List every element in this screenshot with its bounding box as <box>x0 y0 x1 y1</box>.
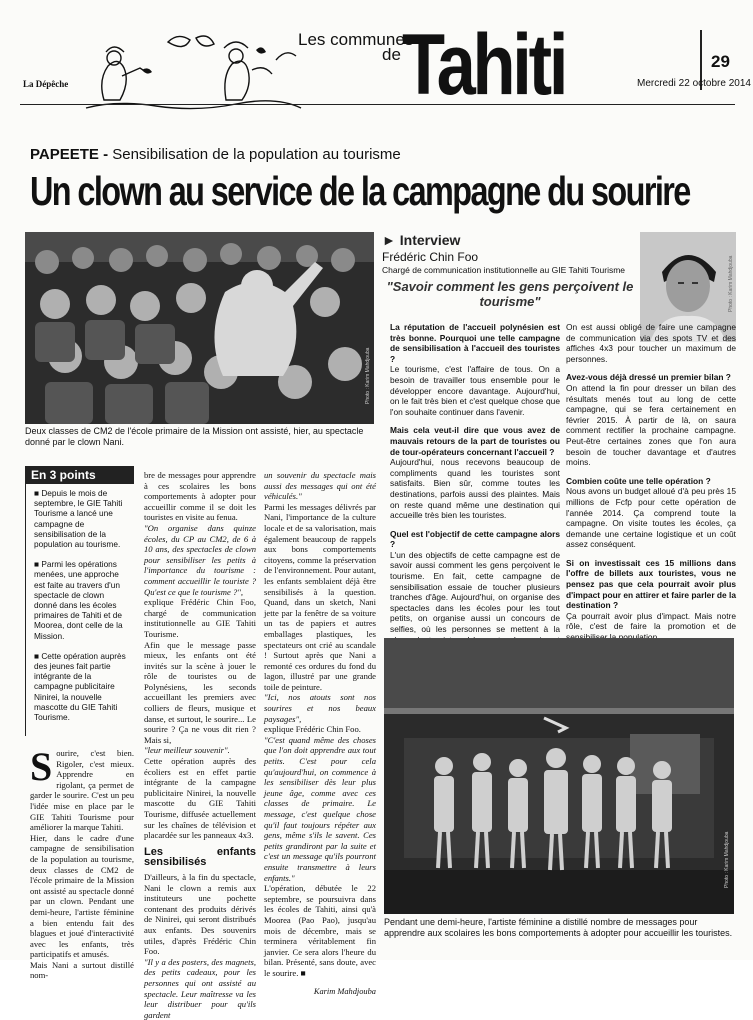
interview-question: Mais cela veut-il dire que vous avez de mauvais retours de la part de touristes ou de tour-opérateurs concernant l'accueil ? <box>390 425 560 457</box>
author-signature: Karim Mahdjouba <box>313 986 376 996</box>
article-quote: "leur meilleur souvenir". <box>144 745 230 756</box>
interview-question: Avez-vous déjà dressé un premier bilan ? <box>566 372 731 383</box>
article-col-1 <box>30 744 134 981</box>
article-paragraph: Hier, dans le cadre d'une campagne de sensibilisation de la population au tourisme, deux classes de CM2 de l'école primaire de la Mission ont assisté au spectacle donné par un clown. Pendant une demi-heure, l'artiste féminine a bien entendu fait des blagues et joué d'interactivité avec les enfants, très participatifs et amusés. <box>30 832 134 960</box>
portrait-credit: Photo : Karim Mahdjouba <box>728 255 734 312</box>
article-paragraph: explique Frédéric Chin Foo, chargé de communication institutionnelle au GIE Tahiti Tourisme. <box>144 597 256 639</box>
interview-header <box>382 232 638 309</box>
page-number: 29 <box>711 52 730 71</box>
key-points-body <box>25 484 134 736</box>
article-paragraph: bre de messages pour apprendre à ces scolaires les bons comportements à adopter pour accueillir comme il se doit les touristes en visite au fenua. <box>144 470 256 523</box>
interview-answer: On est aussi obligé de faire une campagne de communication via des spots TV et des affiches 4x3 pour toucher un maximum de personnes. <box>566 322 736 364</box>
article-col-3 <box>264 470 376 997</box>
interview-answer: Nous avons un budget alloué d'à peu près 15 millions de Fcfp pour cette opération de l'année 2014. Ça comprend toute la campagne. On visite toutes les écoles, ça demande une certaine logistique et un coût assez conséquent. <box>566 486 736 550</box>
article-quote: un souvenir du spectacle mais aussi des messages qui ont été véhiculés." <box>264 470 376 502</box>
interviewee-role: Chargé de communication institutionnelle au GIE Tahiti Tourisme <box>382 265 626 275</box>
article-quote: "On organise dans quinze écoles, du CP au CM2, de 6 à 10 ans, des spectacles de clown pour sensibiliser les petits à l'importance du tourisme : comment accueillir le touriste ? Qu'est ce que le tourisme ?", <box>144 522 256 597</box>
kicker-place: PAPEETE - <box>30 146 109 163</box>
kicker <box>30 146 401 163</box>
interview-answer: Aujourd'hui, nous recevons beaucoup de compliments quand les touristes sont satisfaits. Bien sûr, comme toutes les destinations, parfois aussi des plaintes. Mais on reste quand même une destination qui accueille très bien les touristes. <box>390 457 560 521</box>
drop-cap: S <box>30 744 53 789</box>
article-paragraph: Afin que le message passe mieux, les enfants ont été invités sur la scène à jouer le rôle de touristes ou de Polynésiens, les seconds accueillant les premiers avec colliers de fleurs, musique et danse, et surtout, le sourire... Le sourire ? Ça ne vous dit rien ? Mais si, <box>144 639 256 745</box>
interview-question: Combien coûte une telle opération ? <box>566 475 711 486</box>
section-title: Tahiti <box>402 17 566 113</box>
interview-answer: Ça pourrait avoir plus d'impact. Mais notre rôle, c'est de faire la promotion et de <box>566 610 736 632</box>
photo1-caption: Deux classes de CM2 de l'école primaire de la Mission ont assisté, hier, au spectacle donné par le clown Nani. <box>25 426 364 447</box>
article-paragraph: explique Frédéric Chin Foo. <box>264 724 361 735</box>
photo2-credit: Photo : Karim Mahdjouba <box>724 831 730 888</box>
interview-quote: "Savoir comment les gens perçoivent le tourisme" <box>386 279 634 309</box>
headline: Un clown au service de la campagne du sourire <box>30 168 690 214</box>
article-paragraph: Parmi les messages délivrés par Nani, l'importance de la culture locale et de sa valorisation, mais également beaucoup de rappels aux bons comportements citoyens, comme la préservation de l'environnement. Pour autant, les enfants semblaient déjà être sensibilisés à la question. Quand, dans un sketch, Nani jette par la fenêtre de sa voiture un tas de papiers et autres emballages plastiques, les spectateurs ont crié au scandale ! Surtout après que Nani a remonté ces ordures du fond du lagon, illustré par une grande toile de peinture. <box>264 501 376 692</box>
key-point: ■ Parmi les opérations menées, une approche est faite au travers d'un spectacle de clown donné dans les écoles primaires de Tahiti et de Moorea, dont celle de la Mission. <box>34 559 123 641</box>
masthead-rule <box>20 104 735 105</box>
article-subheading: Les enfants sensibilisés <box>144 845 256 869</box>
interview-col-2 <box>566 322 736 643</box>
article-col-2 <box>144 470 256 1020</box>
photo-stage-children <box>384 638 734 914</box>
photo2-caption: Pendant une demi-heure, l'artiste féminine a distillé nombre de messages pour apprendre aux scolaires les bons comportements à adopter pour accueillir les touristes. <box>384 917 733 938</box>
article-paragraph: Mais Nani a surtout distillé nom- <box>30 959 134 981</box>
masthead-illustration <box>76 30 306 120</box>
section-de: de <box>382 45 401 64</box>
article-paragraph: Cette opération auprès des écoliers est en effet partie intégrante de la campagne publicitaire Ninirei, la nouvelle mascotte du GIE Tahiti Tourisme, diffusée actuellement sur les chaînes de télévision et placardée sur les panneaux 4x3. <box>144 756 256 841</box>
key-points-title: En 3 points <box>25 466 134 484</box>
interview-question: La réputation de l'accueil polynésien est très bonne. Pourquoi une telle campagne de sensibilisation à l'accueil des touristes ? <box>390 322 560 364</box>
interview-answer: Le tourisme, c'est l'affaire de tous. On a besoin de travailler tous ensemble pour le développer encore davantage. Aujourd'hui, on le fait très bien et c'est quelque chose que l'on souhaite continuer dans l'avenir. <box>390 364 560 417</box>
article-quote: "Ici, nos atouts sont nos sourires et nos beaux paysages", <box>264 692 376 724</box>
section-communes: Les communes <box>298 30 414 49</box>
interview-answer: L'un des objectifs de cette campagne est de savoir aussi comment les gens perçoivent le tourisme. En fait, cette campagne de sensibilisation essaie de toucher plusieurs tranches d'âge. Aujourd'hui, on organise des spectacles dans les écoles pour les tout petits, on organise aussi un concours de selfies, où les personnes se mettent à la <box>390 549 560 635</box>
masthead <box>0 0 753 128</box>
article-quote: "Il y a des posters, des magnets, des petits cadeaux, pour les personnes qui ont assisté au spectacle. Leur maîtresse va les leur distribuer pour qu'ils gardent <box>144 956 256 1020</box>
issue-date: Mercredi 22 octobre 2014 <box>637 78 751 89</box>
interview-question: Quel est l'objectif de cette campagne alors ? <box>390 528 560 550</box>
interviewee-name: Frédéric Chin Foo <box>382 250 479 264</box>
photo-classroom-audience <box>25 232 374 424</box>
photo1-credit: Photo : Karim Mahdjouba <box>365 347 371 404</box>
key-point: ■ Cette opération auprès des jeunes fait partie intégrante de la campagne publicitaire Ninirei, la nouvelle mascotte du GIE Tahiti Tourisme. <box>34 650 126 723</box>
kicker-topic: Sensibilisation de la population au tourisme <box>108 146 401 163</box>
photo-stage-image <box>384 638 734 914</box>
article-paragraph: D'ailleurs, à la fin du spectacle, Nani le clown a remis aux instituteurs une pochette contenant des produits dérivés de Ninirei, qui seront distribués aux enfants. Des souvenirs utiles, d'après Frédéric Chin Foo. <box>144 871 256 957</box>
interview-question: Si on investissait ces 15 millions dans l'offre de billets aux touristes, vous ne pensez pas que cela pourrait avoir plus d'impact pour en attirer et faire parler de la destination ? <box>566 557 737 611</box>
interview-answer: On attend la fin pour dresser un bilan des résultats menés tout au long de cette campagne, qui se fera certainement en février 2015. À partir de là, on saura comment rectifier la prochaine campagne. Peut-être certaines zones que l'on aura besoin de toucher davantage et d'autres moins. <box>566 382 736 468</box>
article-quote: "C'est quand même des choses que l'on doit apprendre aux tout petits. C'est pour cela qu'aujourd'hui, on commence à les sensibiliser dès leur plus jeune âge, comme avec ces classes de primaire. Le message, c'est quelque chose qu'il faut toujours répéter aux gens, même s'ils le savent. Ces petits grandiront par la suite et c'est un message qu'ils pourront ensuite transmettre à leurs enfants." <box>264 734 376 883</box>
photo-classroom-image <box>25 232 374 424</box>
article-paragraph: L'opération, débutée le 22 septembre, se poursuivra dans les écoles de Tahiti, ainsi qu'à Moorea (Pao Pao), jusqu'au mois de décembre, mais se terminera véritablement fin janvier. Ce sera alors l'heure du bilan. Présenté, sans doute, avec le sourire. ■ <box>264 883 376 978</box>
interview-title: ► Interview <box>382 232 461 248</box>
article-paragraph: ourire, c'est bien. Rigoler, c'est mieux. Apprendre en rigolant, ça permet de garder le sourire. C'est un peu l'idée mise en place par le GIE Tahiti Tourisme pour améliorer la marque Tahiti. <box>30 748 134 833</box>
key-point: ■ Depuis le mois de septembre, le GIE Tahiti Tourisme a lancé une campagne de sensibilisation de la population au tourisme. <box>34 488 123 550</box>
interview-col-1 <box>390 322 560 677</box>
publication-brand: La Dépêche <box>23 79 69 89</box>
